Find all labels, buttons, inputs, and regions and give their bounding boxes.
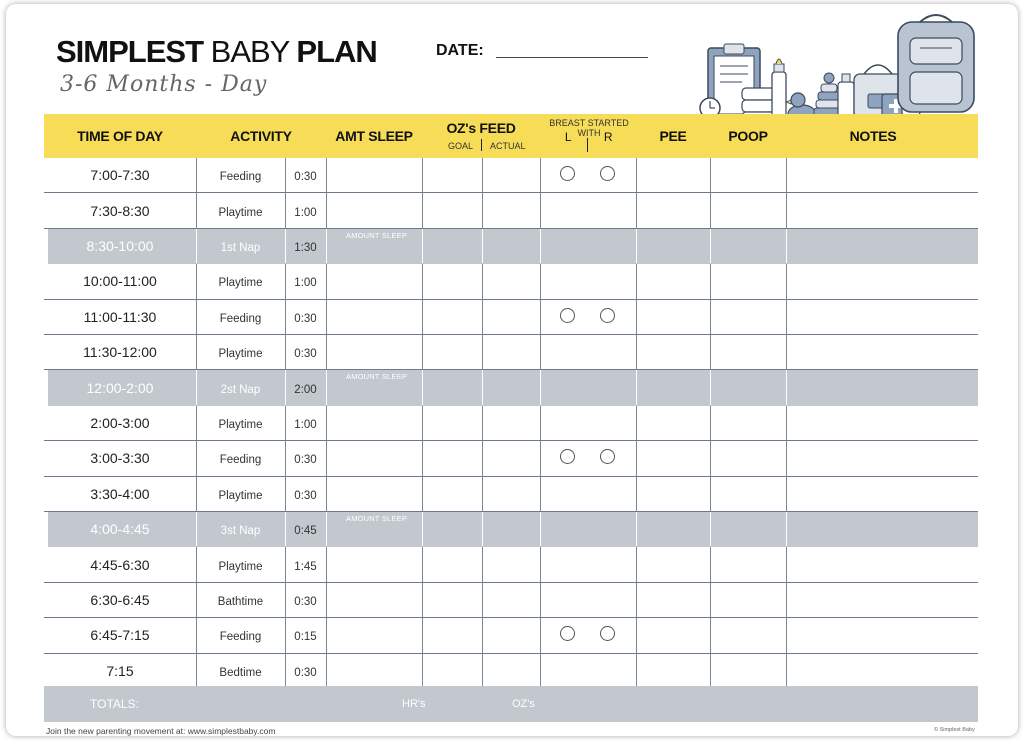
row-time: 6:45-7:15 — [90, 627, 150, 644]
table-header — [44, 114, 978, 158]
breast-left-checkbox[interactable] — [560, 449, 575, 464]
row-time: 3:30-4:00 — [90, 485, 150, 502]
column-divider — [710, 193, 711, 227]
column-divider — [710, 370, 711, 404]
column-divider — [636, 370, 637, 404]
column-divider — [422, 229, 423, 263]
amount-sleep-label: AMOUNT SLEEP — [346, 372, 408, 382]
row-time: 7:30-8:30 — [90, 202, 150, 219]
row-duration: 2:00 — [294, 383, 317, 396]
date-label: DATE: — [436, 42, 484, 59]
row-time: 6:30-6:45 — [90, 591, 150, 608]
column-divider — [540, 654, 541, 688]
column-divider — [540, 547, 541, 581]
brand-word-baby: BABY — [210, 34, 289, 69]
column-divider — [710, 264, 711, 298]
column-divider — [710, 512, 711, 546]
column-divider — [422, 193, 423, 227]
row-time: 7:00-7:30 — [90, 167, 150, 184]
table-row — [44, 264, 978, 299]
row-time: 10:00-11:00 — [83, 273, 157, 290]
column-divider — [710, 158, 711, 192]
column-divider — [636, 158, 637, 192]
row-activity: Playtime — [218, 489, 263, 502]
table-row — [44, 583, 978, 618]
column-divider — [326, 441, 327, 475]
brand-word-plan: PLAN — [296, 34, 377, 69]
column-divider — [482, 158, 483, 192]
column-divider — [540, 229, 541, 263]
column-divider — [482, 477, 483, 511]
row-time: 11:00-11:30 — [83, 308, 157, 325]
col-time-of-day: TIME OF DAY — [77, 128, 163, 144]
amount-sleep-label: AMOUNT SLEEP — [346, 230, 408, 240]
column-divider — [422, 335, 423, 369]
amount-sleep-label: AMOUNT SLEEP — [346, 514, 408, 523]
table-row — [44, 406, 978, 441]
row-duration: 0:30 — [294, 454, 317, 467]
table-row — [44, 654, 978, 689]
column-divider — [786, 370, 787, 404]
column-divider — [710, 335, 711, 369]
table-row — [44, 300, 978, 335]
table-row — [48, 512, 978, 547]
column-divider — [326, 654, 327, 688]
row-time: 4:45-6:30 — [90, 556, 150, 573]
column-divider — [636, 300, 637, 334]
row-activity: Bathtime — [217, 595, 264, 608]
footer-copyright: © Simplest Baby — [934, 727, 975, 733]
row-time: 4:00-4:45 — [90, 521, 150, 538]
column-divider — [710, 441, 711, 475]
table-row — [44, 158, 978, 193]
breast-right-checkbox[interactable] — [600, 626, 615, 641]
column-divider — [710, 477, 711, 511]
col-breast-right: R — [603, 130, 613, 144]
goal-actual-divider — [481, 139, 482, 151]
column-divider — [482, 193, 483, 227]
column-divider — [636, 583, 637, 617]
column-divider — [482, 370, 483, 404]
brand-title — [56, 34, 377, 70]
col-poop: POOP — [728, 128, 768, 144]
row-duration: 0:30 — [294, 312, 317, 325]
column-divider — [540, 335, 541, 369]
column-divider — [710, 547, 711, 581]
col-goal: GOAL — [448, 141, 474, 151]
row-duration: 1:00 — [294, 206, 317, 219]
column-divider — [540, 193, 541, 227]
table-row — [44, 193, 978, 228]
table-row — [44, 335, 978, 370]
row-time: 11:30-12:00 — [83, 344, 157, 361]
row-duration: 0:30 — [294, 489, 317, 502]
column-divider — [482, 441, 483, 475]
totals-row — [44, 686, 978, 722]
column-divider — [636, 654, 637, 688]
col-amt-sleep: AMT SLEEP — [335, 128, 413, 144]
column-divider — [422, 618, 423, 652]
column-divider — [326, 547, 327, 581]
row-duration: 1:00 — [294, 277, 317, 290]
column-divider — [786, 547, 787, 581]
column-divider — [482, 406, 483, 440]
column-divider — [786, 654, 787, 688]
row-activity: Playtime — [218, 277, 263, 290]
breast-right-checkbox[interactable] — [600, 166, 615, 181]
footer-website: Join the new parenting movement at: www.simplestbaby.com — [46, 726, 276, 736]
column-divider — [540, 583, 541, 617]
row-time: 2:00-3:00 — [90, 414, 150, 431]
column-divider — [326, 264, 327, 298]
row-duration: 0:30 — [294, 666, 317, 679]
column-divider — [326, 158, 327, 192]
row-activity: 2st Nap — [220, 383, 261, 396]
column-divider — [422, 300, 423, 334]
brand-word-simplest: SIMPLEST — [56, 34, 204, 69]
lotion-bottle-icon — [838, 74, 854, 118]
column-divider — [786, 441, 787, 475]
column-divider — [710, 618, 711, 652]
column-divider — [540, 370, 541, 404]
column-divider — [786, 335, 787, 369]
column-divider — [636, 441, 637, 475]
column-divider — [326, 300, 327, 334]
col-notes: NOTES — [849, 128, 897, 144]
column-divider — [636, 335, 637, 369]
column-divider — [786, 477, 787, 511]
column-divider — [422, 406, 423, 440]
column-divider — [482, 229, 483, 263]
row-activity: Bedtime — [219, 666, 262, 679]
col-breast-started: BREAST STARTED WITH — [549, 118, 629, 138]
column-divider — [786, 583, 787, 617]
column-divider — [422, 654, 423, 688]
row-activity: 3st Nap — [220, 525, 261, 538]
column-divider — [422, 512, 423, 546]
column-divider — [786, 512, 787, 546]
column-divider — [786, 618, 787, 652]
column-divider — [326, 477, 327, 511]
column-divider — [710, 229, 711, 263]
column-divider — [482, 300, 483, 334]
column-divider — [482, 654, 483, 688]
totals-hrs: HR's — [402, 698, 426, 710]
column-divider — [636, 512, 637, 546]
lr-divider — [587, 138, 588, 152]
breast-right-checkbox[interactable] — [600, 449, 615, 464]
column-divider — [786, 264, 787, 298]
column-divider — [540, 477, 541, 511]
column-divider — [786, 193, 787, 227]
column-divider — [710, 654, 711, 688]
column-divider — [326, 229, 327, 263]
column-divider — [636, 229, 637, 263]
column-divider — [636, 547, 637, 581]
column-divider — [326, 193, 327, 227]
row-activity: Feeding — [219, 454, 262, 467]
column-divider — [540, 264, 541, 298]
row-duration: 0:30 — [294, 595, 317, 608]
column-divider — [540, 406, 541, 440]
column-divider — [482, 512, 483, 546]
column-divider — [482, 264, 483, 298]
column-divider — [710, 300, 711, 334]
table-row — [44, 477, 978, 512]
column-divider — [540, 618, 541, 652]
column-divider — [786, 300, 787, 334]
table-row — [44, 547, 978, 582]
column-divider — [636, 264, 637, 298]
date-field-line[interactable] — [496, 57, 648, 58]
column-divider — [786, 229, 787, 263]
column-divider — [710, 583, 711, 617]
column-divider — [636, 477, 637, 511]
totals-ozs: OZ's — [512, 698, 535, 710]
column-divider — [540, 441, 541, 475]
row-time: 3:00-3:30 — [90, 450, 150, 467]
row-duration: 1:45 — [294, 560, 317, 573]
row-duration: 0:15 — [294, 631, 317, 644]
row-activity: Playtime — [218, 348, 263, 361]
column-divider — [422, 547, 423, 581]
row-activity: Feeding — [219, 171, 262, 184]
table-row — [48, 229, 978, 264]
column-divider — [422, 583, 423, 617]
row-activity: Feeding — [219, 312, 262, 325]
column-divider — [540, 300, 541, 334]
column-divider — [326, 618, 327, 652]
column-divider — [326, 406, 327, 440]
baby-bottle-icon — [772, 59, 786, 120]
row-duration: 0:30 — [294, 171, 317, 184]
table-row — [44, 618, 978, 653]
breast-right-checkbox[interactable] — [600, 308, 615, 323]
column-divider — [786, 158, 787, 192]
breast-left-checkbox[interactable] — [560, 166, 575, 181]
row-time: 12:00-2:00 — [86, 379, 154, 396]
col-pee: PEE — [659, 128, 687, 144]
col-breast-left: L — [564, 130, 572, 144]
column-divider — [482, 547, 483, 581]
column-divider — [422, 477, 423, 511]
col-actual: ACTUAL — [490, 141, 526, 151]
row-duration: 1:30 — [294, 241, 317, 254]
column-divider — [540, 512, 541, 546]
column-divider — [326, 335, 327, 369]
backpack-icon — [898, 15, 974, 112]
col-oz-feed: OZ's FEED — [446, 120, 516, 136]
baby-supplies-illustration — [698, 8, 982, 126]
col-activity: ACTIVITY — [230, 128, 292, 144]
column-divider — [636, 618, 637, 652]
plan-subtitle: 3-6 Months - Day — [60, 72, 268, 97]
column-divider — [482, 583, 483, 617]
column-divider — [710, 406, 711, 440]
column-divider — [482, 335, 483, 369]
row-duration: 0:30 — [294, 348, 317, 361]
column-divider — [422, 158, 423, 192]
breast-left-checkbox[interactable] — [560, 308, 575, 323]
column-divider — [636, 193, 637, 227]
row-duration: 0:45 — [294, 525, 317, 538]
column-divider — [422, 264, 423, 298]
row-activity: 1st Nap — [220, 241, 261, 254]
row-activity: Playtime — [218, 418, 263, 431]
column-divider — [326, 512, 327, 546]
row-activity: Playtime — [218, 206, 263, 219]
column-divider — [422, 441, 423, 475]
table-row — [44, 441, 978, 476]
column-divider — [482, 618, 483, 652]
totals-label: TOTALS: — [90, 697, 139, 711]
row-activity: Playtime — [218, 560, 263, 573]
row-duration: 1:00 — [294, 418, 317, 431]
table-row — [48, 370, 978, 405]
breast-left-checkbox[interactable] — [560, 626, 575, 641]
column-divider — [540, 158, 541, 192]
row-time: 7:15 — [106, 662, 134, 679]
row-time: 8:30-10:00 — [86, 237, 154, 254]
column-divider — [326, 370, 327, 404]
column-divider — [422, 370, 423, 404]
row-activity: Feeding — [219, 631, 262, 644]
column-divider — [326, 583, 327, 617]
column-divider — [786, 406, 787, 440]
column-divider — [636, 406, 637, 440]
